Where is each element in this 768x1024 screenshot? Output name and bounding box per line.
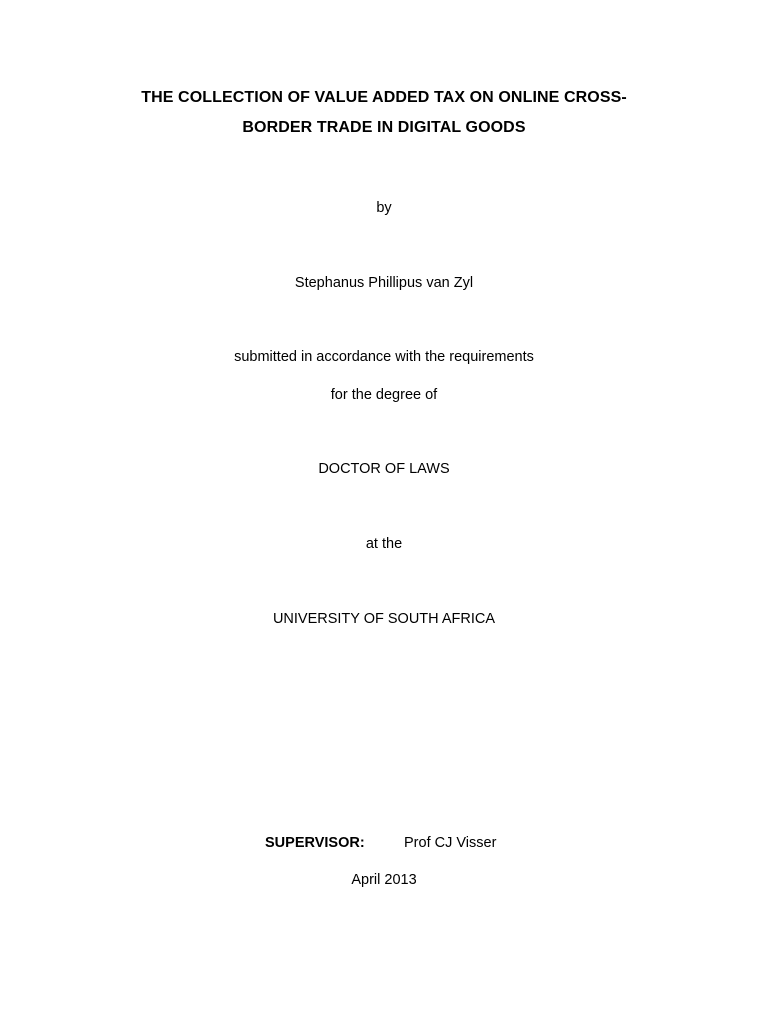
thesis-title-line-1: THE COLLECTION OF VALUE ADDED TAX ON ONLINE CROSS- xyxy=(141,89,627,106)
degree-name: DOCTOR OF LAWS xyxy=(318,461,450,477)
supervisor-row xyxy=(265,833,496,853)
submission-statement: submitted in accordance with the requirements xyxy=(234,349,534,365)
by-text: by xyxy=(376,200,392,216)
author-name: Stephanus Phillipus van Zyl xyxy=(294,275,474,291)
at-the-text: at the xyxy=(365,536,403,552)
submission-date: April 2013 xyxy=(351,872,417,888)
supervisor-name: Prof CJ Visser xyxy=(404,835,497,851)
supervisor-label: SUPERVISOR: xyxy=(265,835,365,851)
thesis-title-line-2: BORDER TRADE IN DIGITAL GOODS xyxy=(242,119,526,136)
degree-intro: for the degree of xyxy=(330,387,438,403)
university-name: UNIVERSITY OF SOUTH AFRICA xyxy=(272,611,496,627)
